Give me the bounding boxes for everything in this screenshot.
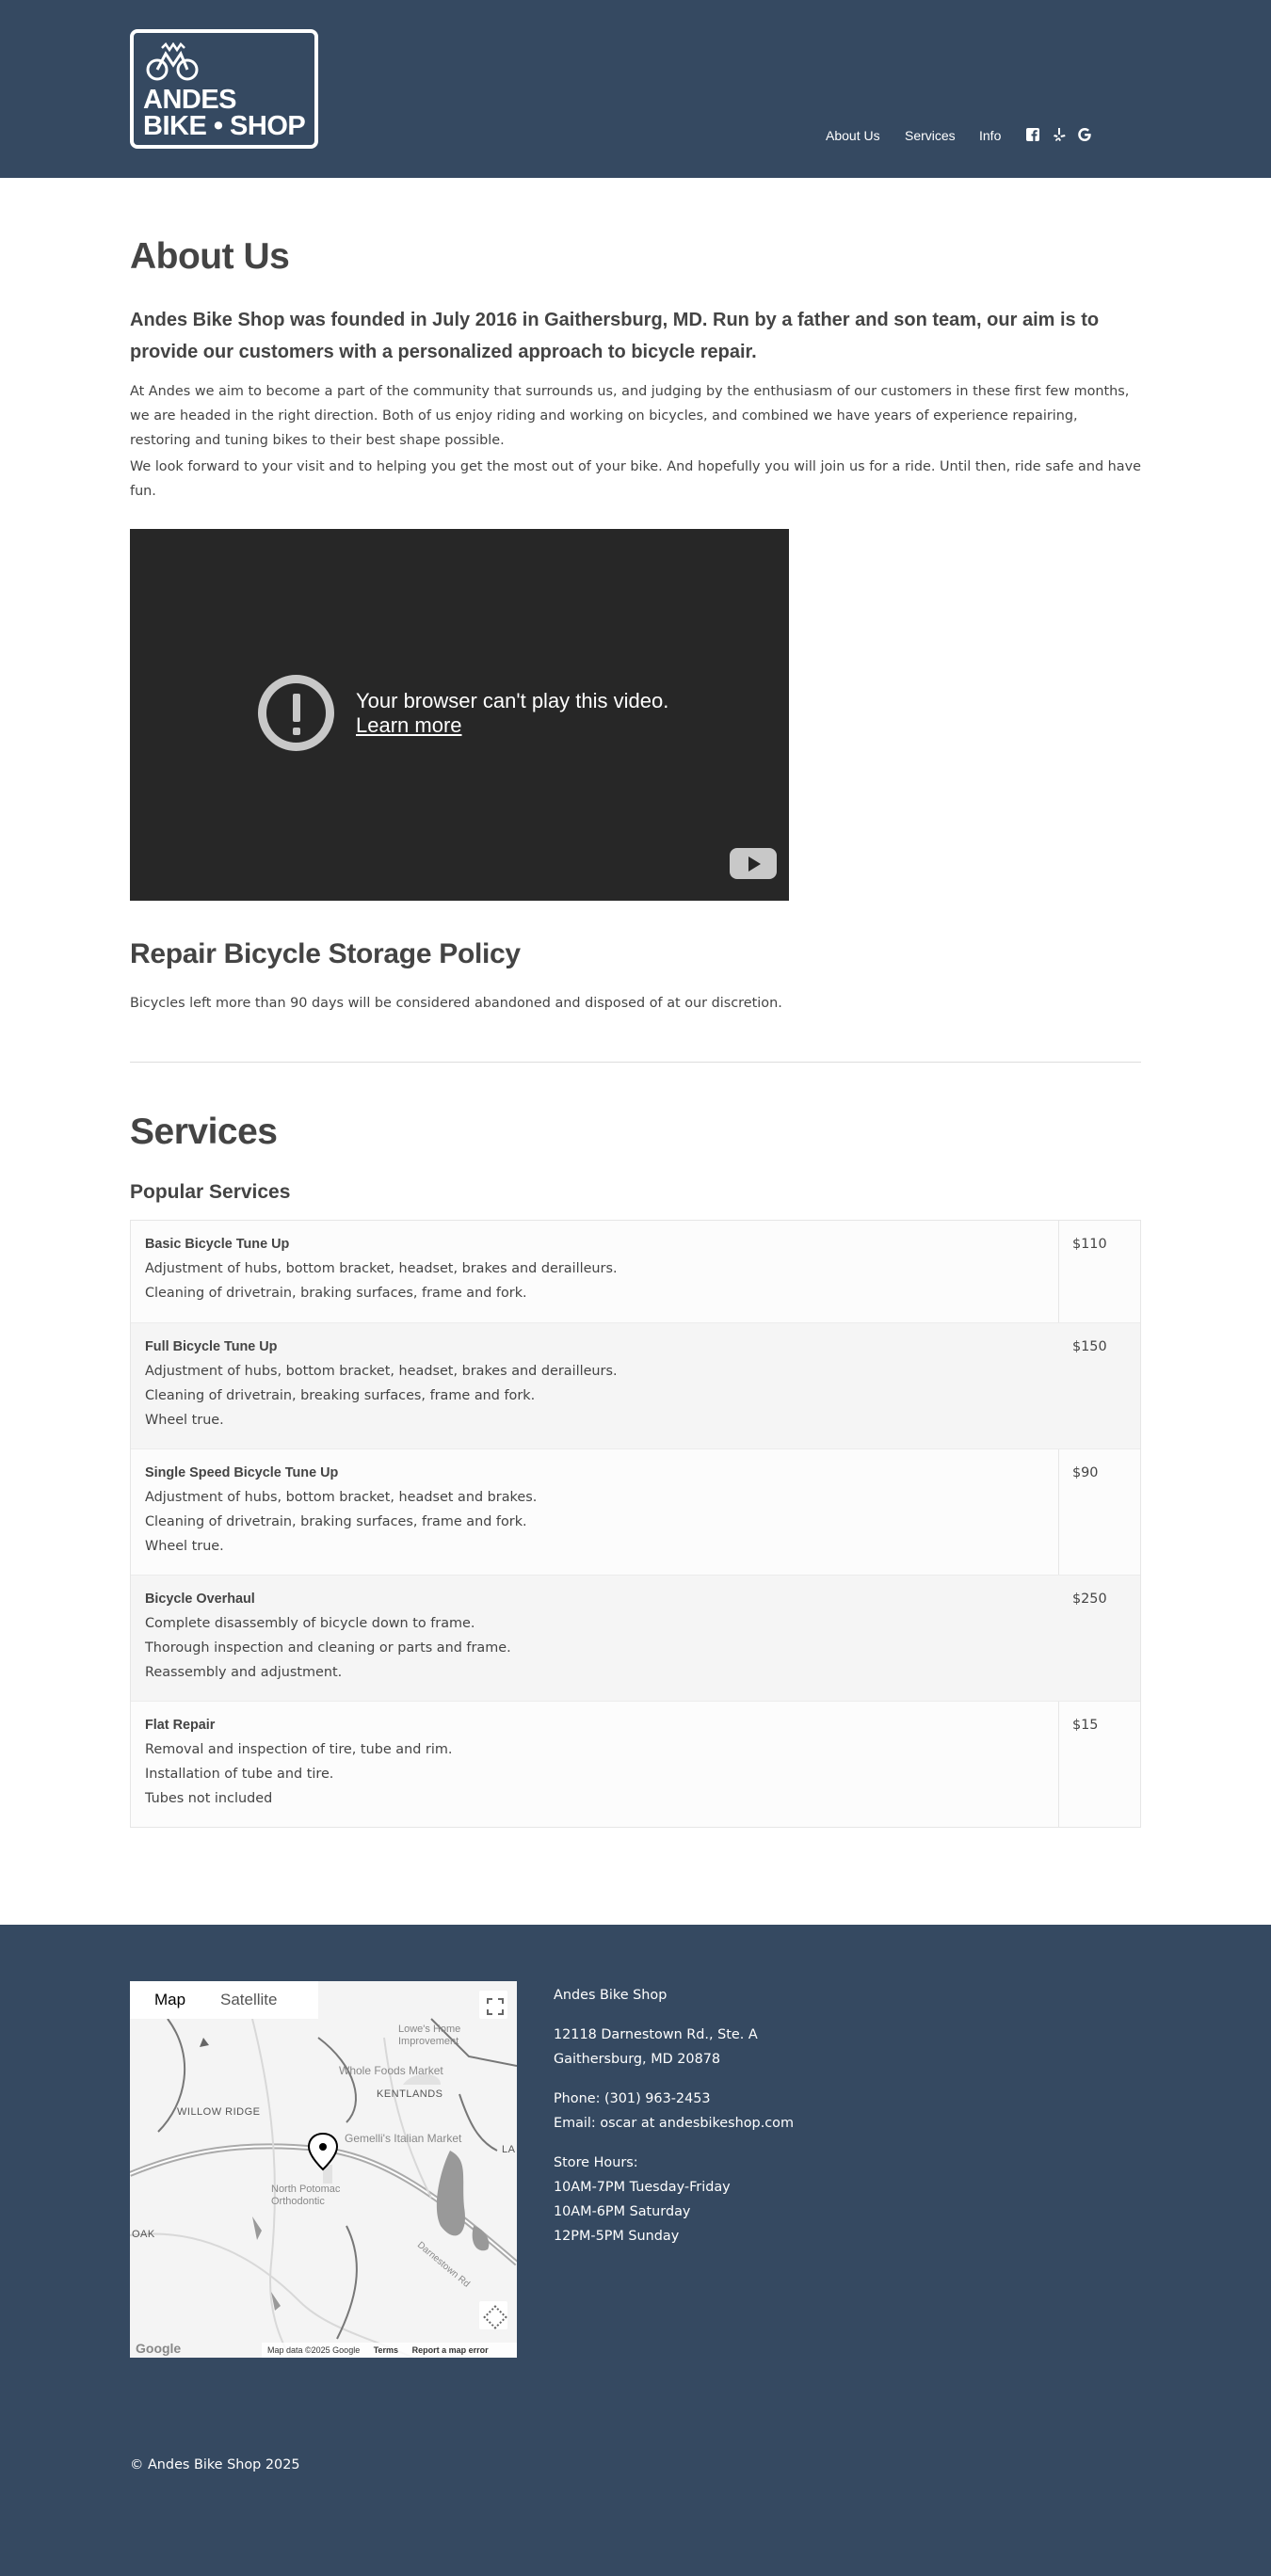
video-player[interactable]	[130, 529, 789, 901]
facebook-icon[interactable]	[1025, 127, 1040, 142]
section-divider	[130, 1062, 1141, 1063]
map-poi: Gemelli's Italian Market	[345, 2132, 462, 2145]
nav-info-link[interactable]: Info	[979, 128, 1002, 143]
map-attribution	[262, 2343, 517, 2358]
service-line: Cleaning of drivetrain, braking surfaces, frame and fork.	[145, 1286, 527, 1301]
services-heading: Services	[130, 1112, 278, 1152]
table-row	[131, 1322, 1140, 1448]
footer-address-1: 12118 Darnestown Rd., Ste. A	[554, 2027, 758, 2042]
map-type-tabs	[130, 1981, 318, 2019]
footer-hours-3: 12PM-5PM Sunday	[554, 2229, 680, 2244]
service-line: Adjustment of hubs, bottom bracket, headset, brakes and derailleurs.	[145, 1364, 618, 1379]
service-description	[145, 1713, 1068, 1811]
service-description	[145, 1461, 1068, 1559]
about-paragraph-1: At Andes we aim to become a part of the community that surrounds us, and judging by the enthusiasm of our customers in these first few months, we are headed in the right direction. Both of us enjoy riding and working on bicycles, and combined we have years of experience repairing, restoring and tuning bikes to their best shape possible.	[130, 384, 1130, 448]
learn-more-link[interactable]: Learn more	[356, 713, 462, 737]
service-line: Wheel true.	[145, 1539, 224, 1554]
tab-satellite[interactable]: Satellite	[220, 1991, 278, 2008]
about-paragraph-2: We look forward to your visit and to helping you get the most out of your bike. And hopefully you will join us for a ride. Until then, ride safe and have fun.	[130, 459, 1141, 499]
warning-icon	[258, 675, 334, 751]
nav-services-link[interactable]: Services	[905, 128, 956, 143]
map-data-text: Map data ©2025 Google	[267, 2345, 361, 2355]
service-line: Adjustment of hubs, bottom bracket, headset, brakes and derailleurs.	[145, 1261, 618, 1276]
footer-hours-1: 10AM-7PM Tuesday-Friday	[554, 2180, 731, 2195]
footer-shop-name: Andes Bike Shop	[554, 1988, 668, 2003]
service-line: Removal and inspection of tire, tube and rim.	[145, 1742, 453, 1757]
service-price: $150	[1072, 1339, 1107, 1354]
service-line: Cleaning of drivetrain, breaking surfaces, frame and fork.	[145, 1388, 536, 1403]
site-header	[0, 0, 1271, 178]
footer-hours-2: 10AM-6PM Saturday	[554, 2204, 691, 2219]
google-icon[interactable]	[1077, 127, 1092, 142]
storage-policy-text: Bicycles left more than 90 days will be considered abandoned and disposed of at our discretion.	[130, 996, 782, 1011]
service-name: Basic Bicycle Tune Up	[145, 1237, 290, 1252]
service-line: Installation of tube and tire.	[145, 1767, 334, 1782]
footer-hours-title: Store Hours:	[554, 2155, 638, 2170]
map-label: WILLOW RIDGE	[177, 2106, 261, 2118]
google-logo: Google	[136, 2341, 182, 2356]
youtube-play-icon[interactable]	[730, 848, 777, 879]
service-price: $90	[1072, 1465, 1099, 1480]
service-name: Bicycle Overhaul	[145, 1592, 255, 1607]
about-lead-text: Andes Bike Shop was founded in July 2016 in Gaithersburg, MD. Run by a father and son team, our aim is to provide our customers with a personalized approach to bicycle repair.	[130, 310, 1100, 362]
map-poi: Whole Foods Market	[339, 2064, 443, 2077]
video-error-message: Your browser can't play this video.	[356, 689, 669, 712]
map-road-label: Darnestown Rd	[414, 2240, 472, 2290]
service-price: $110	[1072, 1237, 1107, 1252]
tab-map[interactable]: Map	[154, 1991, 186, 2008]
about-us-heading: About Us	[130, 236, 290, 277]
service-line: Reassembly and adjustment.	[145, 1665, 343, 1680]
logo-line-2: BIKE • SHOP	[143, 111, 306, 141]
service-description	[145, 1232, 1068, 1305]
service-line: Wheel true.	[145, 1413, 224, 1428]
table-row	[131, 1575, 1140, 1701]
pan-control-icon[interactable]	[479, 2301, 507, 2329]
nav-services[interactable]	[905, 128, 956, 147]
fullscreen-icon[interactable]	[479, 1991, 507, 2019]
footer-email: Email: oscar at andesbikeshop.com	[554, 2116, 795, 2131]
nav-info[interactable]	[979, 128, 1001, 147]
storage-policy-heading: Repair Bicycle Storage Policy	[130, 938, 521, 969]
yelp-icon[interactable]	[1052, 127, 1067, 142]
map-label: KENTLANDS	[377, 2088, 443, 2100]
map-poi: Lowe's Home Improvement	[398, 2024, 461, 2047]
service-line: Adjustment of hubs, bottom bracket, headset and brakes.	[145, 1490, 538, 1505]
footer-copyright: © Andes Bike Shop 2025	[130, 2457, 300, 2472]
report-map-error-link[interactable]: Report a map error	[411, 2345, 489, 2355]
site-logo[interactable]	[130, 29, 318, 149]
map-label: LA	[502, 2144, 516, 2155]
nav-about-us[interactable]	[826, 128, 880, 147]
service-name: Flat Repair	[145, 1718, 216, 1733]
service-name: Full Bicycle Tune Up	[145, 1339, 278, 1354]
service-line: Tubes not included	[145, 1791, 273, 1806]
table-row	[131, 1221, 1140, 1322]
service-line: Thorough inspection and cleaning or parts and frame.	[145, 1640, 511, 1656]
service-price: $15	[1072, 1718, 1099, 1733]
map-terms-link[interactable]: Terms	[373, 2345, 399, 2355]
map-poi: North Potomac Orthodontic	[271, 2184, 341, 2207]
bicycle-logo-icon	[145, 42, 201, 82]
logo-line-1: ANDES	[143, 85, 237, 115]
footer-address-2: Gaithersburg, MD 20878	[554, 2052, 721, 2067]
service-line: Cleaning of drivetrain, braking surfaces, frame and fork.	[145, 1514, 527, 1529]
nav-about-us-link[interactable]: About Us	[826, 128, 880, 143]
google-map[interactable]	[130, 1981, 517, 2358]
service-price: $250	[1072, 1592, 1107, 1607]
table-row	[131, 1701, 1140, 1827]
site-footer	[0, 1925, 1271, 2576]
footer-phone: Phone: (301) 963-2453	[554, 2091, 711, 2106]
services-table	[130, 1220, 1141, 1828]
service-description	[145, 1335, 1068, 1432]
service-description	[145, 1587, 1068, 1685]
service-name: Single Speed Bicycle Tune Up	[145, 1465, 339, 1480]
service-line: Complete disassembly of bicycle down to frame.	[145, 1616, 475, 1631]
map-label: OAK	[132, 2229, 155, 2240]
popular-services-heading: Popular Services	[130, 1181, 291, 1203]
table-row	[131, 1448, 1140, 1575]
